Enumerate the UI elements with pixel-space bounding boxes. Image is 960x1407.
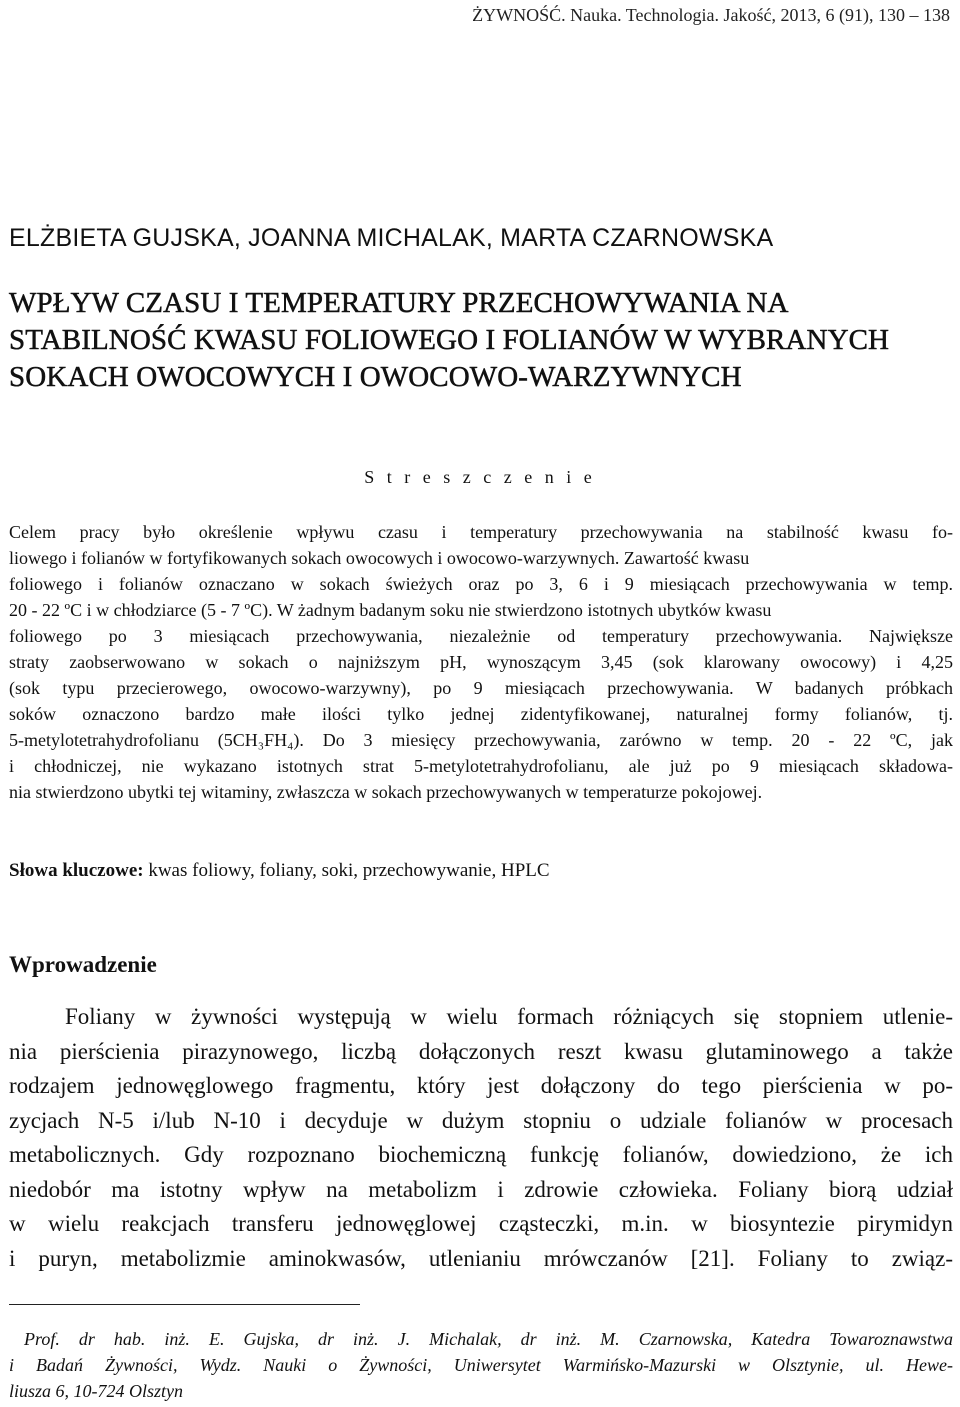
- keywords-label: Słowa kluczowe:: [9, 860, 144, 881]
- abstract-line: Celem pracy było określenie wpływu czasu i temperatury przechowywania na stabilność kwasu fo-: [9, 522, 953, 542]
- journal-header: ŻYWNOŚĆ. Nauka. Technologia. Jakość, 2013, 6 (91), 130 – 138: [472, 5, 950, 25]
- intro-line: i puryn, metabolizmie aminokwasów, utlenianiu mrówczanów [21]. Foliany to związ-: [9, 1245, 953, 1271]
- intro-line: zycjach N-5 i/lub N-10 i decyduje w dużym stopniu o udziale folianów w procesach: [9, 1107, 953, 1133]
- title-line: SOKACH OWOCOWYCH I OWOCOWO-WARZYWNYCH: [9, 361, 742, 393]
- intro-line: w wielu reakcjach transferu jednowęglowej cząsteczki, m.in. w biosyntezie pirymidyn: [9, 1211, 953, 1236]
- abstract-line: 5-metylotetrahydrofolianu (5CH₃FH₄). Do 3 miesięcy przechowywania, zarówno w temp. 20 - 22 ºC, jak: [9, 730, 953, 750]
- title-line: STABILNOŚĆ KWASU FOLIOWEGO I FOLIANÓW W WYBRANYCH: [9, 324, 890, 356]
- intro-line: nia pierścienia pirazynowego, liczbą dołączonych reszt kwasu glutaminowego a także: [9, 1038, 953, 1064]
- author-affiliation-footnote: [9, 1326, 953, 1404]
- abstract-line: foliowego po 3 miesiącach przechowywania, niezależnie od temperatury przechowywania. Największe: [9, 626, 953, 646]
- footnote-line: liusza 6, 10-724 Olsztyn: [9, 1381, 184, 1401]
- abstract-line: nia stwierdzono ubytki tej witaminy, zwłaszcza w sokach przechowywanych w temperaturze pokojowej.: [9, 782, 763, 802]
- authors: ELŻBIETA GUJSKA, JOANNA MICHALAK, MARTA CZARNOWSKA: [9, 224, 774, 252]
- article-title: [9, 285, 953, 396]
- introduction-text: [9, 1000, 953, 1276]
- footnote-line: Prof. dr hab. inż. E. Gujska, dr inż. J. Michalak, dr inż. M. Czarnowska, Katedra Towaroznawstwa: [24, 1329, 953, 1349]
- intro-line: metabolicznych. Gdy rozpoznano biochemiczną funkcję folianów, dowiedziono, że ich: [9, 1142, 953, 1167]
- title-line: WPŁYW CZASU I TEMPERATURY PRZECHOWYWANIA NA: [9, 287, 789, 319]
- intro-line: Foliany w żywności występują w wielu formach różniących się stopniem utlenie-: [65, 1004, 953, 1029]
- footnote-line: i Badań Żywności, Wydz. Nauki o Żywności, Uniwersytet Warmińsko-Mazurski w Olsztynie, ul. Hewe-: [9, 1355, 953, 1375]
- abstract-line: foliowego i folianów oznaczano w sokach świeżych oraz po 3, 6 i 9 miesiącach przechowywania w temp.: [9, 574, 953, 594]
- abstract-line: 20 - 22 ºC i w chłodziarce (5 - 7 ºC). W żadnym badanym soku nie stwierdzono istotnych ubytków kwasu: [9, 600, 772, 620]
- intro-line: niedobór ma istotny wpływ na metabolizm i zdrowie człowieka. Foliany biorą udział: [9, 1176, 953, 1202]
- abstract: [9, 519, 953, 805]
- abstract-line: straty zaobserwowano w sokach o najniższym pH, wynoszącym 3,45 (sok klarowany owocowy) i 4,25: [9, 652, 953, 672]
- abstract-line: i chłodniczej, nie wykazano istotnych strat 5-metylotetrahydrofolianu, ale już po 9 miesiącach składowa-: [9, 756, 953, 776]
- abstract-line: soków oznaczono bardzo małe ilości tylko jednej zidentyfikowanej, naturalnej formy folianów, tj.: [9, 704, 953, 724]
- keywords: [9, 860, 953, 882]
- abstract-line: (sok typu przecierowego, owocowo-warzywny), po 9 miesiącach przechowywania. W badanych próbkach: [9, 678, 953, 698]
- abstract-line: liowego i folianów w fortyfikowanych sokach owocowych i owocowo-warzywnych. Zawartość kwasu: [9, 548, 750, 568]
- section-heading-introduction: Wprowadzenie: [9, 952, 157, 977]
- footnote-divider: [9, 1304, 360, 1305]
- keywords-text: kwas foliowy, foliany, soki, przechowywanie, HPLC: [143, 860, 550, 881]
- intro-line: rodzajem jednowęglowego fragmentu, który jest dołączony do tego pierścienia w po-: [9, 1073, 953, 1098]
- abstract-heading: S t r e s z c z e n i e: [364, 467, 596, 487]
